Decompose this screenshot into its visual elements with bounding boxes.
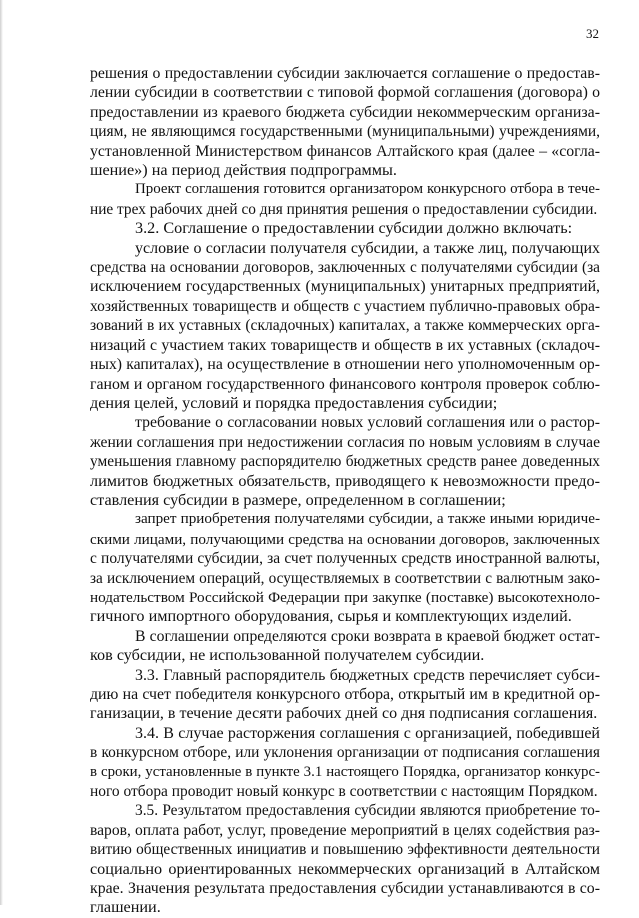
text-line: условие о согласии получателя субсидии, а также лиц, получающих <box>135 239 600 257</box>
text-line: крае. Значения результата предоставления субсидии устанавливаются в со- <box>90 880 600 898</box>
text-line: дию на счет победителя конкурсного отбора, открытый им в кредитной ор- <box>90 686 600 703</box>
text-line: циям, не являющимся государственными (муниципальными) учреждениями, <box>90 123 600 141</box>
text-line: предоставлении из краевого бюджета субсидии некоммерческим организа- <box>90 103 600 121</box>
text-line: глашении. <box>90 898 161 917</box>
text-line: лимитов бюджетных обязательств, приводящего к невозможности предо- <box>90 471 600 490</box>
text-line: Проект соглашения готовится организатором конкурсного отбора в тече- <box>135 181 600 198</box>
document-body <box>90 64 600 918</box>
text-line: зований в их уставных (складочных) капиталах, а также коммерческих орга- <box>90 317 600 335</box>
text-line: 3.5. Результатом предоставления субсидии являются приобретение то- <box>135 802 600 820</box>
text-line: ков субсидии, не использованной получателем субсидии. <box>90 646 485 665</box>
text-line: 3.3. Главный распорядитель бюджетных средств перечисляет субси- <box>135 666 600 684</box>
scan-edge-shadow <box>0 0 3 905</box>
text-line: гичного импортного оборудования, сырья и комплектующих изделий. <box>90 607 572 626</box>
text-line: решения о предоставлении субсидии заключается соглашение о предостав- <box>90 65 600 82</box>
text-line: скими лицами, получающими средства на основании договоров, заключенных <box>90 530 600 548</box>
page-number: 32 <box>586 26 599 41</box>
text-line: ного отбора проводит новый конкурс в соответствии с настоящим Порядком. <box>90 783 598 801</box>
text-line: низаций с участием таких товариществ и обществ в их уставных (складоч- <box>90 336 600 354</box>
text-line: средства на основании договоров, заключенных с получателями субсидии (за <box>90 259 600 277</box>
text-line: в сроки, установленные в пункте 3.1 настоящего Порядка, организатор конкурс- <box>90 763 600 780</box>
text-line: жении соглашения при недостижении согласия по новым условиям в случае <box>90 433 600 451</box>
text-line: витию общественных инициатив и повышению эффективности деятельности <box>90 841 600 859</box>
text-line: ганом и органом государственного финансового контроля проверок соблю- <box>90 375 600 393</box>
text-line: с получателями субсидии, за счет полученных средств иностранной валюты, <box>90 550 600 568</box>
text-line: хозяйственных товариществ и обществ с участием публично-правовых обра- <box>90 297 600 315</box>
text-line: 3.2. Соглашение о предоставлении субсидии должно включать: <box>135 219 573 238</box>
text-line: 3.4. В случае расторжения соглашения с организацией, победившей <box>135 724 600 742</box>
text-line: за исключением операций, осуществляемых в соответствии с валютным зако- <box>90 569 600 587</box>
text-line: варов, оплата работ, услуг, проведение мероприятий в целях содействия раз- <box>90 821 600 839</box>
text-line: ганизации, в течение десяти рабочих дней со дня подписания соглашения. <box>90 705 598 723</box>
text-line: социально ориентированных некоммерческих организаций в Алтайском <box>90 859 600 878</box>
text-line: В соглашении определяются сроки возврата в краевой бюджет остат- <box>135 627 600 645</box>
text-line: ние трех рабочих дней со дня принятия решения о предоставлении субсидии. <box>90 200 598 218</box>
text-line: ставления субсидии в размере, определенном в соглашении; <box>90 490 506 509</box>
text-line: установленной Министерством финансов Алтайского края (далее – «согла- <box>90 142 600 160</box>
text-line: дения целей, условий и порядка предоставления субсидии; <box>90 393 498 412</box>
text-line: уменьшения главному распорядителю бюджетных средств ранее доведенных <box>90 453 600 471</box>
text-line: лении субсидии в соответствии с типовой формой соглашения (договора) о <box>90 84 600 102</box>
text-line: в конкурсном отборе, или уклонения организации от подписания соглашения <box>90 744 600 762</box>
text-line: исключением государственных (муниципальных) унитарных предприятий, <box>90 278 600 296</box>
text-line: ных) капиталах), на осуществление в отношении него уполномоченным ор- <box>90 356 600 374</box>
text-line: шение») на период действия подпрограммы. <box>90 161 397 180</box>
text-line: нодательством Российской Федерации при закупке (поставке) высокотехноло- <box>90 588 600 606</box>
text-line: требование о согласовании новых условий соглашения или о растор- <box>135 414 600 432</box>
text-line: запрет приобретения получателями субсидии, а также иными юридиче- <box>135 511 600 528</box>
